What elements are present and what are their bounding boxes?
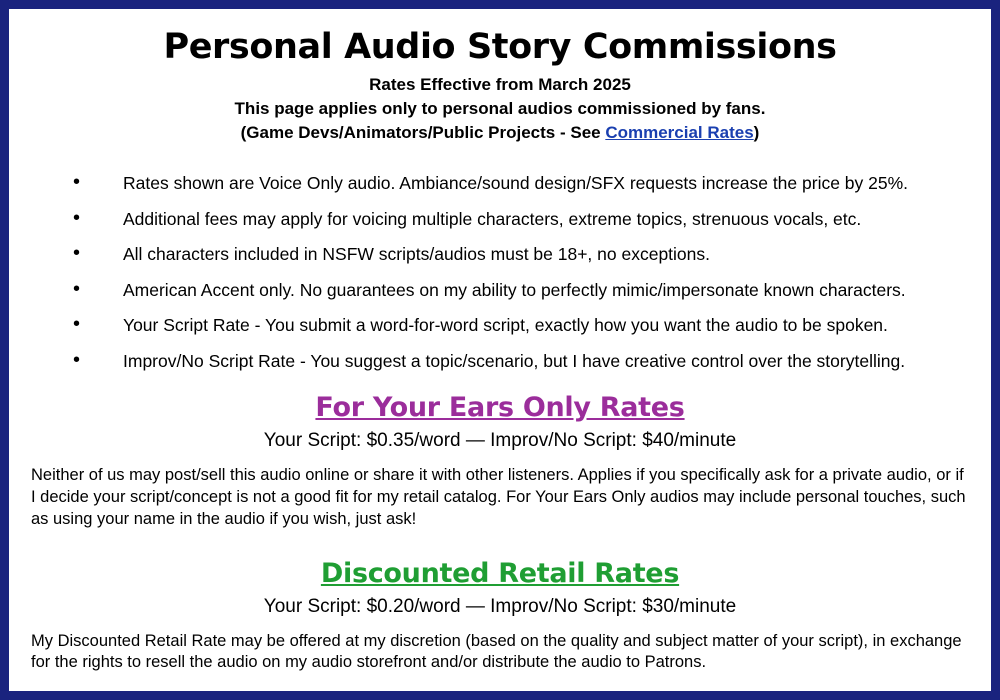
section-discounted-retail xyxy=(31,558,969,675)
section-description: Neither of us may post/sell this audio online or share it with other listeners. Applies if you specifically ask for a private audio, or if I decide your script/concept is not a good fit for my retail catalog. For Your Ears Only audios may include personal touches, such as using your name in the audio if you wish, just ask! xyxy=(31,466,966,528)
subtitle-line-2: This page applies only to personal audios commissioned by fans. xyxy=(234,99,766,119)
terms-list xyxy=(31,175,969,370)
list-item: • American Accent only. No guarantees on my ability to perfectly mimic/impersonate known characters. xyxy=(73,282,969,300)
section-rates: Your Script: $0.35/word — Improv/No Script: $40/minute xyxy=(263,430,737,452)
list-item: • All characters included in NSFW scripts/audios must be 18+, no exceptions. xyxy=(73,246,969,264)
list-item: • Improv/No Script Rate - You suggest a topic/scenario, but I have creative control over the storytelling. xyxy=(73,353,969,371)
section-heading: Discounted Retail Rates xyxy=(320,557,680,589)
commercial-rates-note xyxy=(31,121,969,145)
commercial-note-suffix: ) xyxy=(753,123,760,143)
subtitle-block xyxy=(31,73,969,145)
section-description: My Discounted Retail Rate may be offered at my discretion (based on the quality and subject matter of your script), in exchange for the rights to resell the audio on my audio storefront and/or distribute the audio to Patrons. xyxy=(31,631,962,672)
section-for-your-ears-only xyxy=(31,392,969,530)
list-item: • Additional fees may apply for voicing multiple characters, extreme topics, strenuous vocals, etc. xyxy=(73,211,969,229)
document-content xyxy=(9,9,991,691)
subtitle-line-1: Rates Effective from March 2025 xyxy=(369,75,631,94)
section-rates: Your Script: $0.20/word — Improv/No Script: $30/minute xyxy=(263,595,737,617)
list-item: • Your Script Rate - You submit a word-for-word script, exactly how you want the audio to be spoken. xyxy=(73,317,969,335)
list-item: • Rates shown are Voice Only audio. Ambiance/sound design/SFX requests increase the price by 25%. xyxy=(73,175,969,193)
section-heading: For Your Ears Only Rates xyxy=(315,392,685,424)
page-title: Personal Audio Story Commissions xyxy=(163,27,837,67)
commercial-note-prefix: (Game Devs/Animators/Public Projects - See xyxy=(240,123,606,143)
commercial-rates-link[interactable]: Commercial Rates xyxy=(605,123,754,143)
